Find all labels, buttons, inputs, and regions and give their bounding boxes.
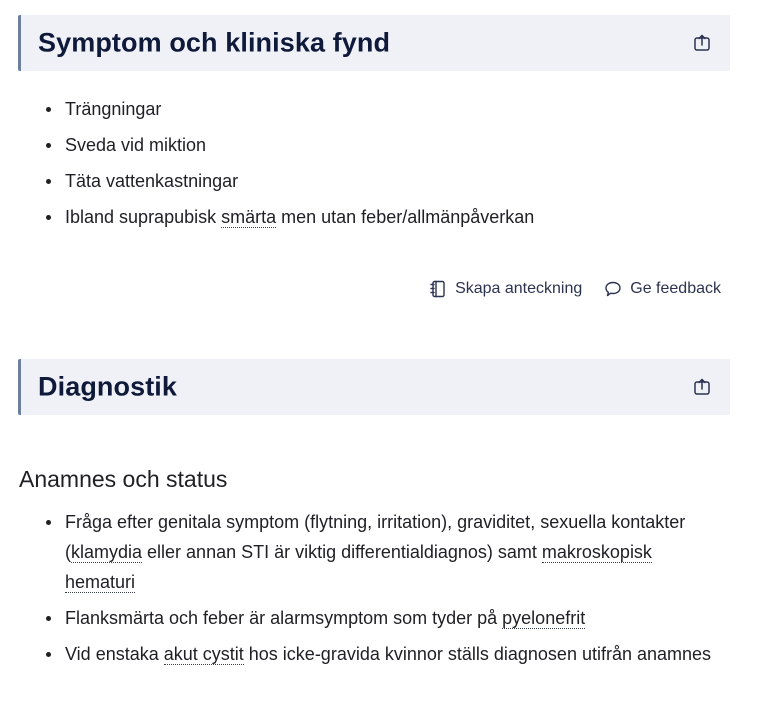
share-icon[interactable] [692,33,712,53]
list-item: Ibland suprapubisk smärta men utan feber/allmänpåverkan [65,202,534,232]
term-link-makroskopisk-hematuri[interactable]: makroskopisk hematuri [65,542,652,592]
section-header-diagnostics [18,359,730,415]
feedback-button[interactable]: Ge feedback [604,280,721,298]
section-actions [429,280,721,298]
list-item: Sveda vid miktion [65,130,534,160]
list-item: Vid enstaka akut cystit hos icke-gravida kvinnor ställs diagnosen utifrån anamnes [65,639,725,669]
share-icon[interactable] [692,377,712,397]
list-item: Täta vattenkastningar [65,166,534,196]
subheading-history-status: Anamnes och status [19,466,228,492]
term-link-smarta[interactable]: smärta [221,207,277,227]
section-title-diagnostics: Diagnostik [38,371,178,402]
list-item: Flanksmärta och feber är alarmsymptom som tyder på pyelonefrit [65,603,725,633]
term-link-akut-cystit[interactable]: akut cystit [163,644,244,664]
create-note-button[interactable]: Skapa anteckning [429,280,582,298]
symptom-list [20,94,534,238]
notebook-icon [429,280,447,298]
list-item: Fråga efter genitala symptom (flytning, irritation), graviditet, sexuella kontakter (klamydia eller annan STI är viktig differentialdiagnos) samt makroskopisk hematuri [65,507,725,597]
diagnostics-list [20,507,725,675]
speech-bubble-icon [604,280,622,298]
section-header-symptoms [18,15,730,71]
list-item: Trängningar [65,94,534,124]
section-title-symptoms: Symptom och kliniska fynd [38,27,391,58]
term-link-klamydia[interactable]: klamydia [71,542,143,562]
term-link-pyelonefrit[interactable]: pyelonefrit [502,608,586,628]
